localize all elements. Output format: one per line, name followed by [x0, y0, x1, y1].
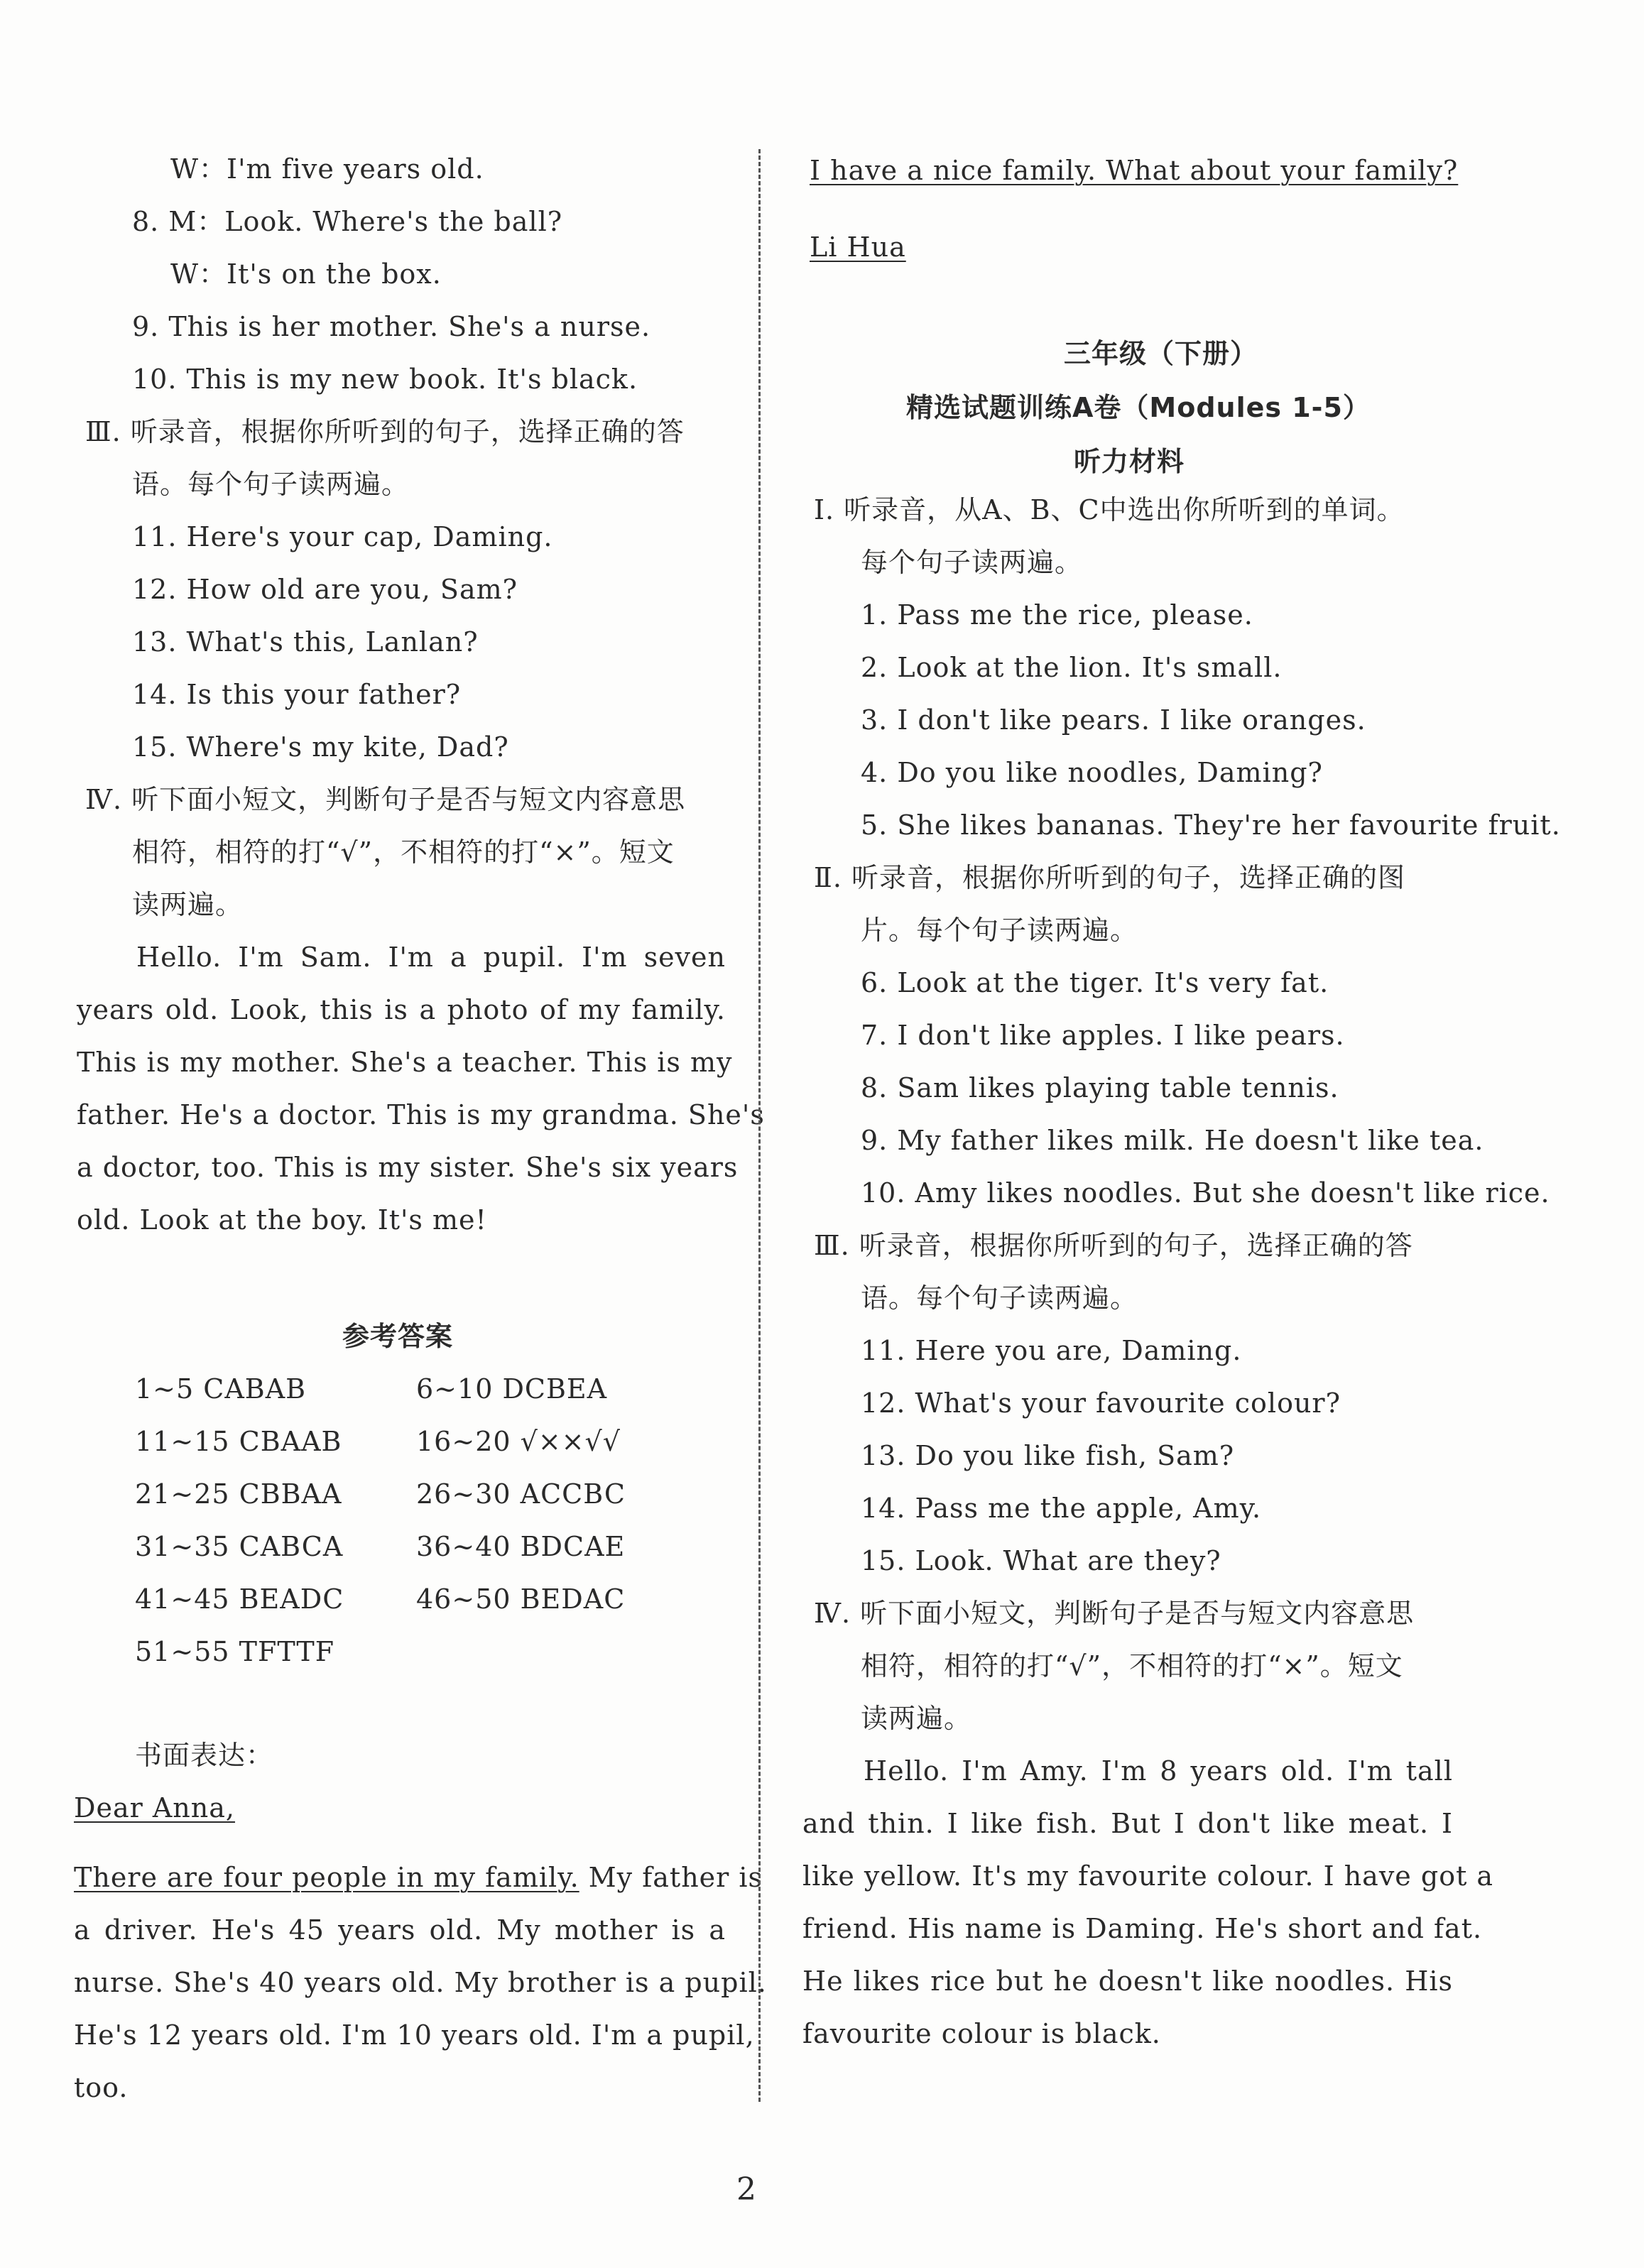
section-2-title-cont: 片。每个句子读两遍。: [861, 915, 1138, 946]
answer-cell: 6~10 DCBEA: [416, 1373, 608, 1405]
letter-line-1: [74, 1859, 763, 1896]
page-number: 2: [736, 2171, 756, 2208]
answer-cell: 41~45 BEADC: [135, 1583, 344, 1615]
passage-line: like yellow. It's my favourite colour. I have got a: [802, 1860, 1494, 1892]
dialogue-line: 8. M：Look. Where's the ball?: [132, 206, 563, 237]
list-item: 9. My father likes milk. He doesn't like tea.: [861, 1125, 1484, 1156]
letter-sign: Li Hua: [810, 231, 906, 263]
section-2-title: Ⅱ. 听录音，根据你所听到的句子，选择正确的图: [814, 862, 1405, 893]
passage-line: He likes rice but he doesn't like noodles. His: [802, 1966, 1453, 1997]
passage-line: Hello. I'm Sam. I'm a pupil. I'm seven: [136, 942, 726, 973]
passage-line: father. He's a doctor. This is my grandma. She's: [77, 1099, 765, 1130]
answer-cell: 31~35 CABCA: [135, 1531, 344, 1562]
answer-cell: 1~5 CABAB: [135, 1373, 307, 1405]
grade-title: 三年级（下册）: [1064, 338, 1258, 369]
answer-cell: 26~30 ACCBC: [416, 1478, 626, 1510]
section-3-title-cont: 语。每个句子读两遍。: [861, 1282, 1138, 1314]
letter-first-sentence: There are four people in my family.: [74, 1862, 579, 1893]
section-4-title-cont: 相符，相符的打“√”，不相符的打“×”。短文: [861, 1650, 1403, 1681]
letter-rest: My father is: [579, 1862, 763, 1893]
letter-line: too.: [74, 2072, 129, 2103]
letter-line: He's 12 years old. I'm 10 years old. I'm a pupil,: [74, 2019, 755, 2051]
answer-cell: 16~20 √××√√: [416, 1426, 621, 1457]
letter-line: nurse. She's 40 years old. My brother is a pupil.: [74, 1967, 767, 1998]
section-3-title-cont: 语。每个句子读两遍。: [132, 469, 410, 500]
answer-cell: 51~55 TFTTF: [135, 1636, 335, 1667]
section-3-title: Ⅲ. 听录音，根据你所听到的句子，选择正确的答: [85, 416, 685, 447]
passage-line: and thin. I like fish. But I don't like meat. I: [802, 1808, 1453, 1839]
list-item: 13. What's this, Lanlan?: [132, 626, 479, 658]
section-4-title: Ⅳ. 听下面小短文，判断句子是否与短文内容意思: [85, 784, 686, 815]
list-item: 14. Is this your father?: [132, 679, 462, 710]
passage-line: favourite colour is black.: [802, 2018, 1161, 2049]
passage-line: old. Look at the boy. It's me!: [77, 1204, 487, 1236]
passage-line: friend. His name is Daming. He's short and fat.: [802, 1913, 1483, 1944]
section-4-title-cont: 相符，相符的打“√”，不相符的打“×”。短文: [132, 836, 675, 868]
list-item: 6. Look at the tiger. It's very fat.: [861, 967, 1329, 998]
passage-line: Hello. I'm Amy. I'm 8 years old. I'm tall: [864, 1755, 1453, 1787]
list-item: 11. Here's your cap, Daming.: [132, 521, 553, 552]
list-item: 12. What's your favourite colour?: [861, 1387, 1341, 1419]
section-1-title: Ⅰ. 听录音，从A、B、C中选出你所听到的单词。: [814, 494, 1405, 525]
list-item: 5. She likes bananas. They're her favourite fruit.: [861, 809, 1561, 841]
section-3-title: Ⅲ. 听录音，根据你所听到的句子，选择正确的答: [814, 1230, 1413, 1261]
test-title: 精选试题训练A卷（Modules 1-5）: [906, 392, 1371, 423]
letter-line: a driver. He's 45 years old. My mother is a: [74, 1914, 726, 1946]
list-item: 2. Look at the lion. It's small.: [861, 652, 1283, 683]
passage-line: This is my mother. She's a teacher. This is my: [77, 1047, 733, 1078]
list-item: 11. Here you are, Daming.: [861, 1335, 1242, 1366]
answer-cell: 21~25 CBBAA: [135, 1478, 342, 1510]
section-4-title-cont: 读两遍。: [132, 889, 244, 920]
dialogue-line: W：It's on the box.: [170, 258, 442, 290]
list-item: 4. Do you like noodles, Daming?: [861, 757, 1323, 788]
list-item: 10. Amy likes noodles. But she doesn't like rice.: [861, 1177, 1550, 1209]
section-4-title: Ⅳ. 听下面小短文，判断句子是否与短文内容意思: [814, 1598, 1415, 1629]
dialogue-line: 9. This is her mother. She's a nurse.: [132, 311, 651, 342]
list-item: 15. Where's my kite, Dad?: [132, 731, 509, 763]
list-item: 7. I don't like apples. I like pears.: [861, 1020, 1345, 1051]
list-item: 8. Sam likes playing table tennis.: [861, 1072, 1339, 1103]
answer-cell: 46~50 BEDAC: [416, 1583, 626, 1615]
listening-title: 听力材料: [1074, 446, 1185, 477]
list-item: 13. Do you like fish, Sam?: [861, 1440, 1235, 1471]
letter-close: I have a nice family. What about your family?: [810, 155, 1459, 186]
letter-greeting: Dear Anna,: [74, 1792, 235, 1823]
list-item: 12. How old are you, Sam?: [132, 574, 518, 605]
section-1-title-cont: 每个句子读两遍。: [861, 547, 1083, 578]
list-item: 14. Pass me the apple, Amy.: [861, 1493, 1262, 1524]
writing-title: 书面表达：: [135, 1740, 274, 1771]
answer-cell: 36~40 BDCAE: [416, 1531, 626, 1562]
list-item: 15. Look. What are they?: [861, 1545, 1221, 1576]
list-item: 1. Pass me the rice, please.: [861, 599, 1253, 631]
answers-title: 参考答案: [342, 1321, 454, 1352]
answer-cell: 11~15 CBAAB: [135, 1426, 342, 1457]
dialogue-line: 10. This is my new book. It's black.: [132, 364, 638, 395]
list-item: 3. I don't like pears. I like oranges.: [861, 704, 1366, 736]
section-4-title-cont: 读两遍。: [861, 1703, 972, 1734]
column-divider: [758, 149, 761, 2102]
dialogue-line: W：I'm five years old.: [170, 153, 484, 185]
passage-line: a doctor, too. This is my sister. She's six years: [77, 1152, 739, 1183]
passage-line: years old. Look, this is a photo of my family.: [77, 994, 726, 1025]
